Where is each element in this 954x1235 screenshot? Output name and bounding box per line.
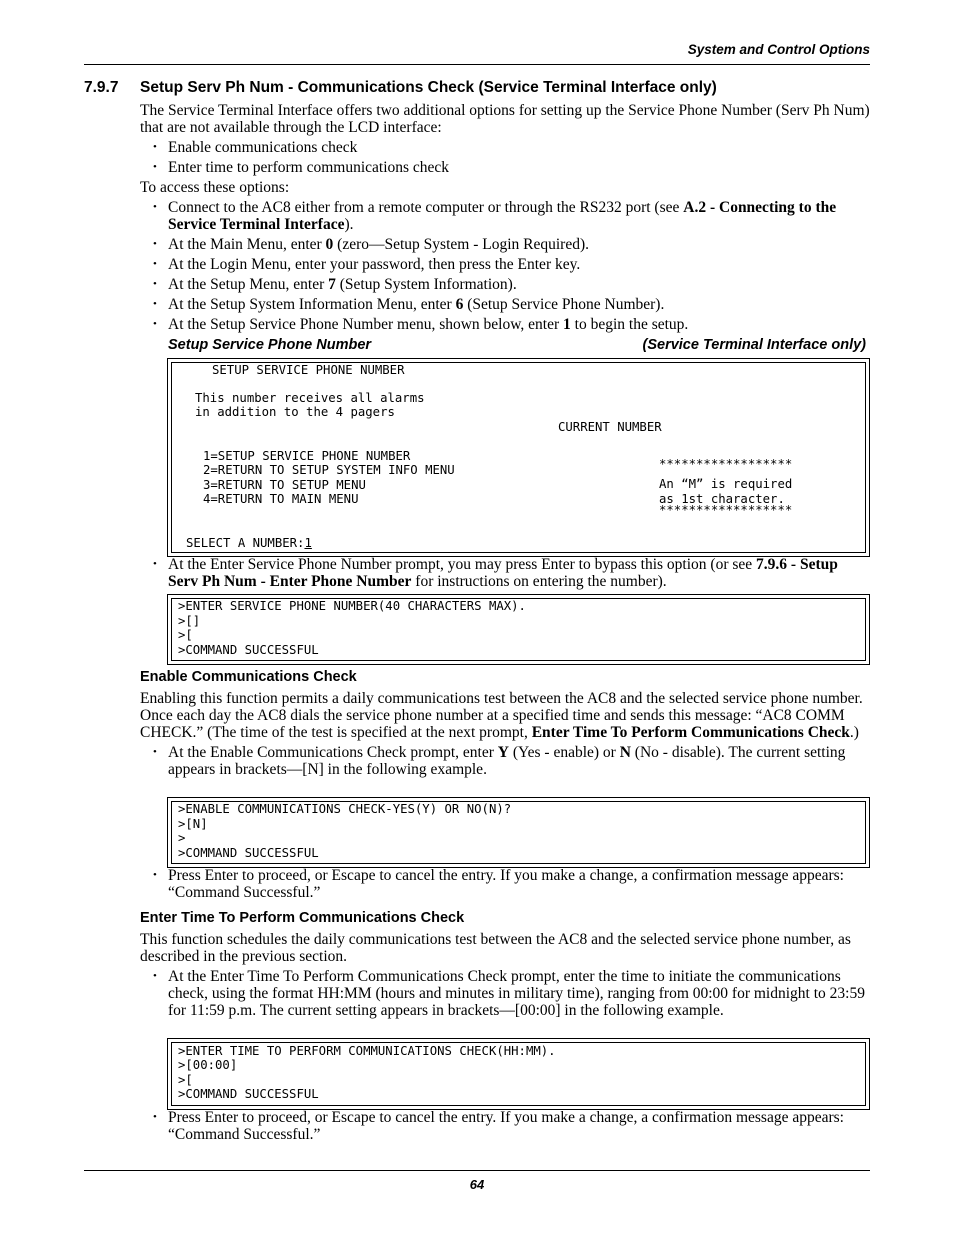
footer-rule xyxy=(84,1170,870,1171)
section-heading: Setup Serv Ph Num - Communications Check (Service Terminal Interface only) xyxy=(140,79,717,96)
terminal-enable-box xyxy=(167,797,870,868)
menu-option: 4=RETURN TO MAIN MENU xyxy=(203,492,359,506)
access-paragraph: To access these options: xyxy=(140,179,290,196)
list-item: • Enter time to perform communications check xyxy=(140,159,870,176)
list-item: • At the Login Menu, enter your password, then press the Enter key. xyxy=(140,256,870,273)
terminal-phone-box xyxy=(167,594,870,665)
menu-option: 3=RETURN TO SETUP MENU xyxy=(203,478,366,492)
note-border: ****************** xyxy=(659,457,793,471)
list-item: • Press Enter to proceed, or Escape to cancel the entry. If you make a change, a confirmation message appears: “Command Successful.” xyxy=(140,1109,870,1143)
subsection-heading: Enter Time To Perform Communications Check xyxy=(140,910,465,926)
caption-note: (Service Terminal Interface only) xyxy=(642,337,866,353)
terminal-menu-box xyxy=(167,358,870,557)
terminal-line: >ENTER SERVICE PHONE NUMBER(40 CHARACTERS MAX). xyxy=(178,599,526,613)
terminal-screen xyxy=(171,598,866,661)
enable-section xyxy=(140,667,870,781)
time-after-block xyxy=(140,1109,870,1146)
terminal-line: >[ xyxy=(178,628,193,642)
terminal-line: >COMMAND SUCCESSFUL xyxy=(178,1087,319,1101)
cross-reference: A.2 - Connecting to the Service Terminal Interface xyxy=(168,199,837,233)
list-item: • At the Enter Service Phone Number prompt, you may press Enter to bypass this option (or see 7.9.6 - Setup Serv Ph Num - Enter Phone Number for instructions on entering the number). xyxy=(140,556,870,590)
terminal-line: >[00:00] xyxy=(178,1058,238,1072)
cross-reference: 7.9.6 - Setup Serv Ph Num - Enter Phone Number xyxy=(168,556,838,590)
list-item: • At the Enter Time To Perform Communications Check prompt, enter the time to initiate the communications check, using the format HH:MM (hours and minutes in military time), ranging from 00:00 for midnight to 23:59 for 11:59 p.m. The current setting appears in brackets—[00:00] in the following example. xyxy=(140,968,870,1019)
list-item: • Connect to the AC8 either from a remote computer or through the RS232 port (see A.2 - Connecting to the Service Terminal Interface). xyxy=(140,199,870,233)
cross-reference: Enter Time To Perform Communications Check xyxy=(531,724,850,741)
note-text: An “M” is required xyxy=(659,477,793,491)
current-number-label: CURRENT NUMBER xyxy=(558,420,662,434)
list-item: • At the Setup Service Phone Number menu, shown below, enter 1 to begin the setup. xyxy=(140,316,870,333)
select-prompt: SELECT A NUMBER:1 xyxy=(186,536,312,550)
terminal-line: >ENABLE COMMUNICATIONS CHECK-YES(Y) OR NO(N)? xyxy=(178,802,512,816)
menu-line: This number receives all alarms xyxy=(195,391,425,405)
terminal-screen xyxy=(171,801,866,864)
enable-after-block xyxy=(140,867,870,904)
terminal-screen xyxy=(171,362,866,553)
terminal-line: >[] xyxy=(178,614,201,628)
terminal-screen xyxy=(171,1042,866,1106)
caption-title: Setup Service Phone Number xyxy=(168,337,372,353)
list-item: • At the Setup Menu, enter 7 (Setup System Information). xyxy=(140,276,870,293)
menu-title: SETUP SERVICE PHONE NUMBER xyxy=(212,363,405,377)
terminal-line: >COMMAND SUCCESSFUL xyxy=(178,643,319,657)
note-text: as 1st character. xyxy=(659,492,785,506)
terminal-line: >ENTER TIME TO PERFORM COMMUNICATIONS CHECK(HH:MM). xyxy=(178,1044,556,1058)
header-rule xyxy=(84,64,870,65)
prompt-value: 1 xyxy=(304,536,312,550)
intro-block xyxy=(140,102,870,336)
figure-caption xyxy=(168,337,866,353)
list-item: • At the Setup System Information Menu, enter 6 (Setup Service Phone Number). xyxy=(140,296,870,313)
list-item: • Press Enter to proceed, or Escape to cancel the entry. If you make a change, a confirmation message appears: “Command Successful.” xyxy=(140,867,870,901)
list-item: • At the Enable Communications Check prompt, enter Y (Yes - enable) or N (No - disable). The current setting appears in brackets—[N] in the following example. xyxy=(140,744,870,778)
terminal-line: >[N] xyxy=(178,817,208,831)
after-menu-block xyxy=(140,556,870,593)
options-list xyxy=(140,139,870,176)
page-number: 64 xyxy=(469,1177,485,1192)
terminal-line: >[ xyxy=(178,1073,193,1087)
list-item: • Enable communications check xyxy=(140,139,870,156)
paragraph: Enabling this function permits a daily communications test between the AC8 and the selected service phone number. Once each day the AC8 dials the service phone number at a specified time and sends this message: “AC8 COMM CHECK.” (The time of the test is specified at the next prompt, Enter Time To Perform Communications Check.) xyxy=(140,690,863,741)
paragraph: This function schedules the daily communications test between the AC8 and the selected service phone number, as described in the previous section. xyxy=(140,931,851,965)
terminal-time-box xyxy=(167,1038,870,1110)
subsection-heading: Enable Communications Check xyxy=(140,669,357,685)
menu-line: in addition to the 4 pagers xyxy=(195,405,395,419)
menu-option: 1=SETUP SERVICE PHONE NUMBER xyxy=(203,449,411,463)
terminal-line: > xyxy=(178,831,186,845)
steps-list xyxy=(140,199,870,333)
time-section xyxy=(140,908,870,1022)
menu-option: 2=RETURN TO SETUP SYSTEM INFO MENU xyxy=(203,463,455,477)
running-header: System and Control Options xyxy=(687,42,870,57)
terminal-line: >COMMAND SUCCESSFUL xyxy=(178,846,319,860)
section-number: 7.9.7 xyxy=(84,79,119,96)
section-title xyxy=(84,79,717,97)
intro-paragraph: The Service Terminal Interface offers two additional options for setting up the Service Phone Number (Serv Ph Num) that are not available through the LCD interface: xyxy=(140,102,870,136)
note-border: ****************** xyxy=(659,503,793,517)
list-item: • At the Main Menu, enter 0 (zero—Setup System - Login Required). xyxy=(140,236,870,253)
